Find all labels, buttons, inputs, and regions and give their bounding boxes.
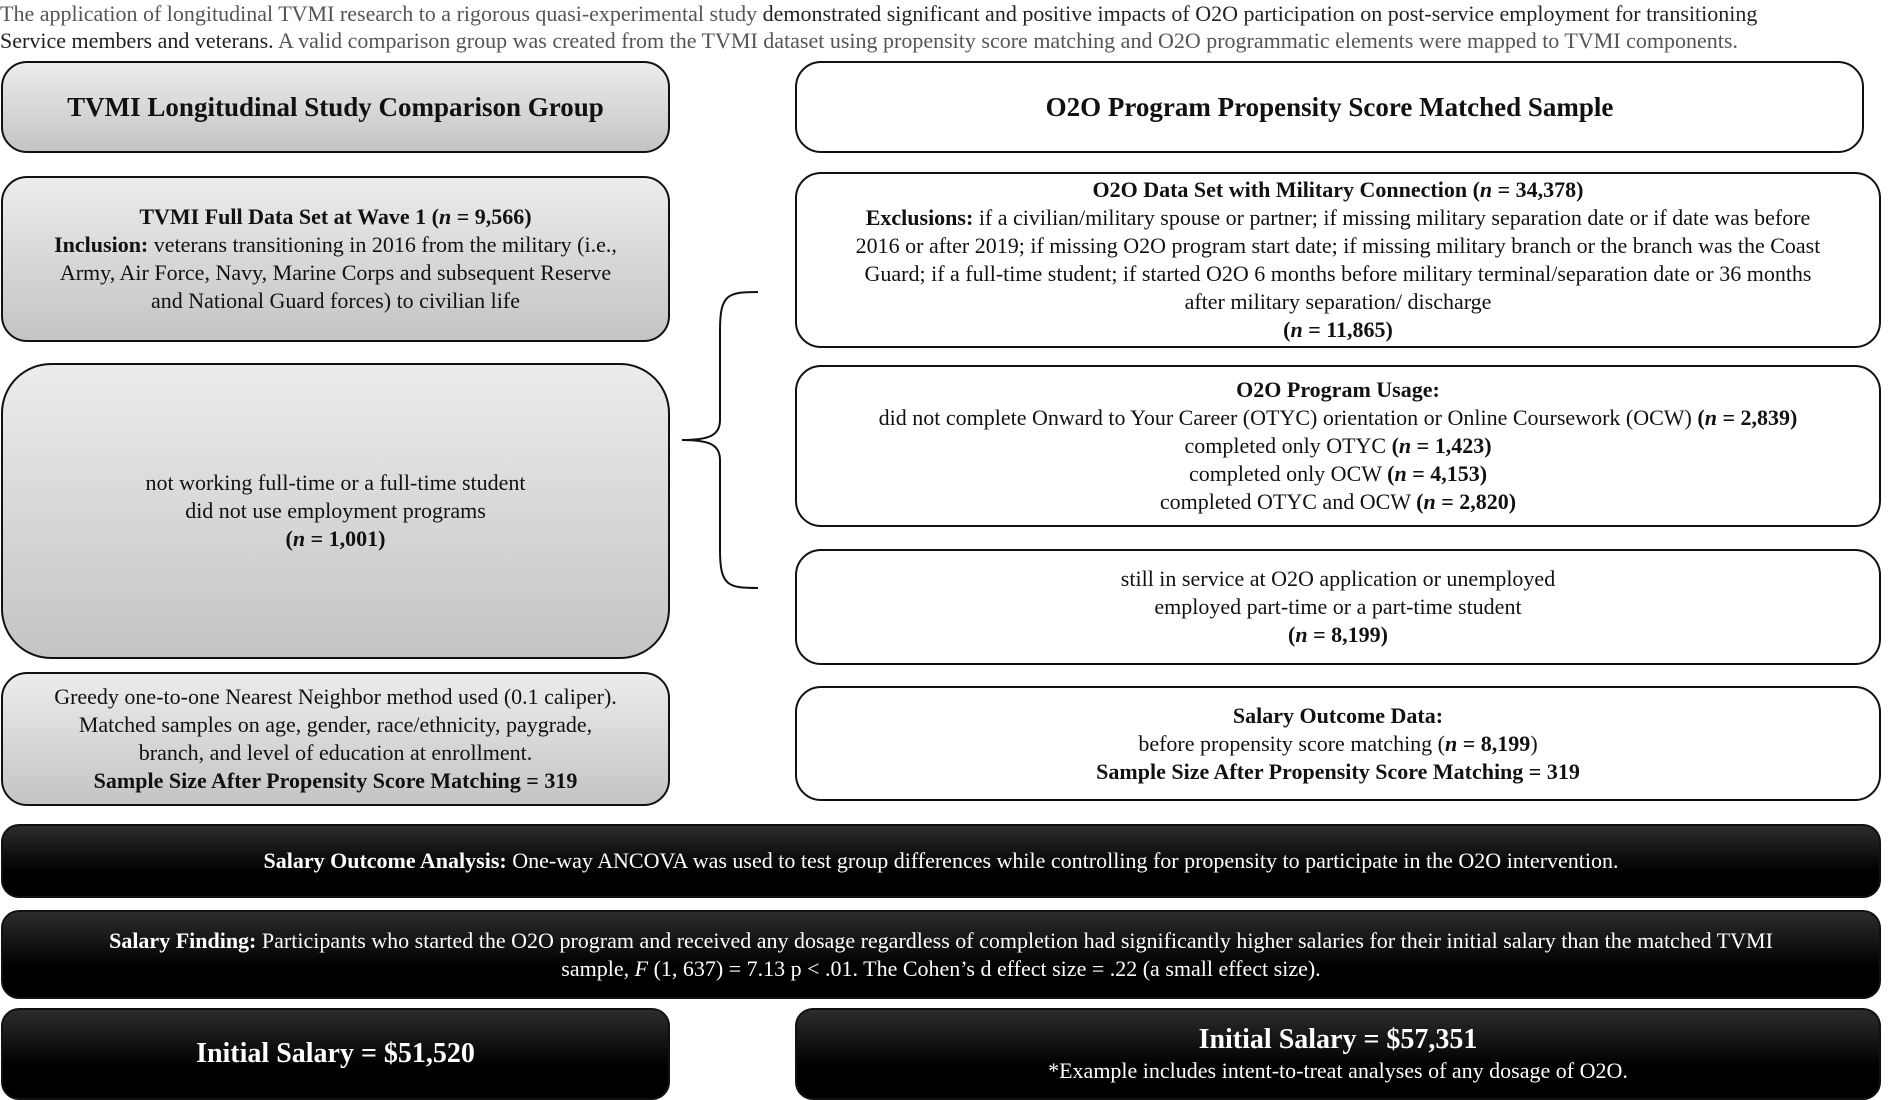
o2o-salary-note: *Example includes intent-to-treat analyses of any dosage of O2O. [1048,1058,1628,1083]
left-header-title: TVMI Longitudinal Study Comparison Group [67,92,604,122]
o2o-dataset-title: O2O Data Set with Military Connection (n = 34,378) [1092,177,1584,202]
tvmi-filter-line-1: not working full-time or a full-time student [145,470,526,495]
tvmi-inclusion-line-3: and National Guard forces) to civilian life [151,288,520,313]
tvmi-matching-line-2: Matched samples on age, gender, race/ethnicity, paygrade, [78,712,593,737]
salary-outcome-analysis-bar [1,824,1881,898]
o2o-usage-title: O2O Program Usage: [1236,377,1440,402]
salary-finding-line-2: sample, F (1, 637) = 7.13 p < .01. The Cohen’s d effect size = .22 (a small effect size). [561,955,1321,981]
o2o-usage-row-1: did not complete Onward to Your Career (OTYC) orientation or Online Coursework (OCW) (n = 2,839) [878,405,1798,430]
tvmi-full-dataset-box [1,176,670,342]
o2o-status-line-1: still in service at O2O application or unemployed [1120,566,1556,591]
o2o-status-n: (n = 8,199) [1288,622,1388,647]
intro-line-1: The application of longitudinal TVMI research to a rigorous quasi-experimental study demonstrated significant and positive impacts of O2O participation on post-service employment for transitioning [0,1,1758,26]
tvmi-filter-line-2: did not use employment programs [185,498,486,523]
tvmi-inclusion-line-2: Army, Air Force, Navy, Marine Corps and subsequent Reserve [59,260,612,285]
intro-line-2: Service members and veterans. A valid comparison group was created from the TVMI dataset using propensity score matching and O2O programmatic elements were mapped to TVMI components. [0,28,1738,53]
tvmi-initial-salary: Initial Salary = $51,520 [196,1038,475,1069]
o2o-salary-data-box [795,686,1881,801]
intro-paragraph [0,0,1892,54]
o2o-dataset-n: (n = 11,865) [1283,317,1393,342]
o2o-exclusions-line-2: 2016 or after 2019; if missing O2O program start date; if missing military branch or the branch was the Coast [855,233,1821,258]
o2o-usage-row-4: completed OTYC and OCW (n = 2,820) [1159,489,1517,514]
o2o-usage-box [795,365,1881,527]
o2o-exclusions-line-1: Exclusions: if a civilian/military spouse or partner; if missing military separation date or if date was before [865,205,1811,230]
salary-outcome-analysis-text: Salary Outcome Analysis: One-way ANCOVA was used to test group differences while controlling for propensity to participate in the O2O intervention. [263,848,1619,873]
tvmi-filter-box [1,363,670,659]
tvmi-filter-n: (n = 1,001) [285,526,386,551]
o2o-usage-row-3: completed only OCW (n = 4,153) [1188,461,1488,486]
salary-finding-bar [1,910,1881,999]
o2o-status-line-2: employed part-time or a part-time student [1154,594,1522,619]
o2o-salary-data-line-1: before propensity score matching (n = 8,199) [1138,730,1538,756]
tvmi-inclusion-line: Inclusion: veterans transitioning in 2016 from the military (i.e., [54,232,617,257]
o2o-exclusions-line-3: Guard; if a full-time student; if started O2O 6 months before military terminal/separation date or 36 months [864,261,1812,286]
tvmi-matching-box [1,672,670,806]
tvmi-initial-salary-box [1,1008,670,1100]
tvmi-matching-line-1: Greedy one-to-one Nearest Neighbor method used (0.1 caliper). [54,684,617,709]
o2o-exclusions-line-4: after military separation/ discharge [1184,289,1492,314]
tvmi-matching-line-3: branch, and level of education at enrollment. [138,740,533,765]
o2o-initial-salary: Initial Salary = $57,351 [1198,1024,1478,1055]
right-header-title: O2O Program Propensity Score Matched Sample [1045,92,1614,122]
o2o-status-box [795,549,1881,665]
right-header-box [795,61,1864,153]
o2o-initial-salary-box [795,1008,1881,1100]
curly-brace-connector [680,290,760,590]
tvmi-matching-sample-size: Sample Size After Propensity Score Matching = 319 [93,768,578,793]
tvmi-full-dataset-title: TVMI Full Data Set at Wave 1 (n = 9,566) [139,204,532,229]
o2o-salary-data-sample-size: Sample Size After Propensity Score Matching = 319 [1096,758,1580,784]
salary-finding-line-1: Salary Finding: Participants who started the O2O program and received any dosage regardless of completion had significantly higher salaries for their initial salary than the matched TVMI [109,927,1773,953]
o2o-dataset-box [795,172,1881,348]
left-header-box [1,61,670,153]
o2o-usage-row-2: completed only OTYC (n = 1,423) [1184,433,1492,458]
o2o-salary-data-title: Salary Outcome Data: [1232,702,1444,728]
